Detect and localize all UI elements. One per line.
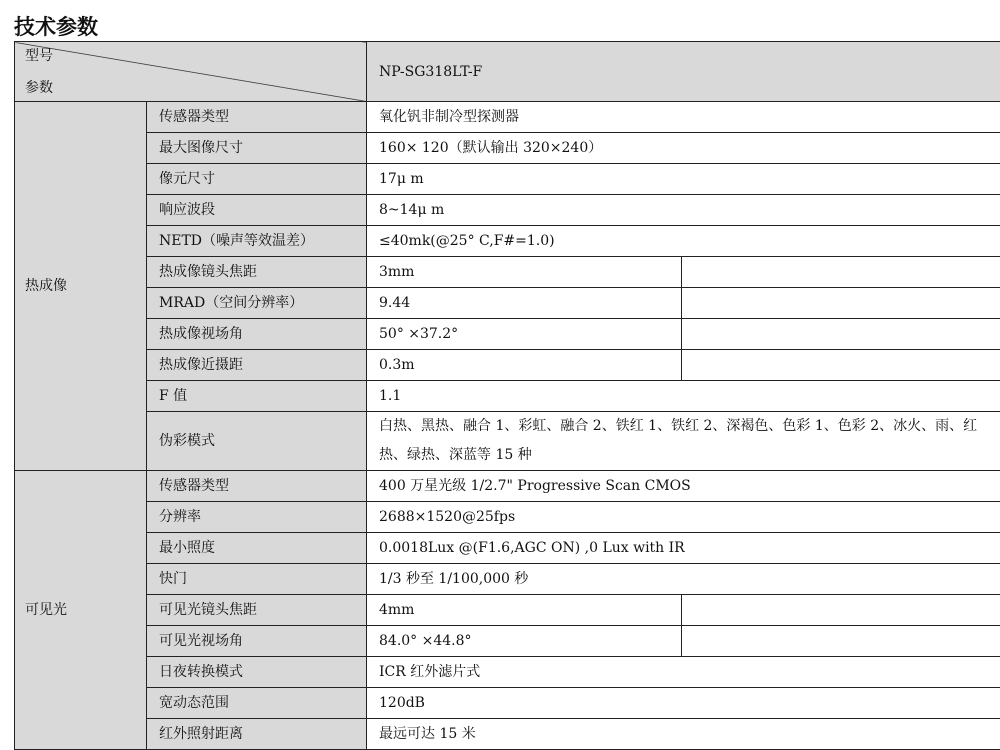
table-row xyxy=(15,319,1000,350)
param-value: 最远可达 15 米 xyxy=(367,719,1000,750)
param-label: 分辨率 xyxy=(147,502,367,533)
param-extra xyxy=(682,626,1000,657)
table-row xyxy=(15,595,1000,626)
param-label: 日夜转换模式 xyxy=(147,657,367,688)
param-value: 2688×1520@25fps xyxy=(367,502,1000,533)
model-cell: NP-SG318LT-F xyxy=(367,42,1000,102)
table-row xyxy=(15,688,1000,719)
header-corner-cell xyxy=(15,42,367,102)
table-row xyxy=(15,502,1000,533)
param-value: 1.1 xyxy=(367,381,1000,412)
param-value: 0.3m xyxy=(367,350,682,381)
param-value: 400 万星光级 1/2.7" Progressive Scan CMOS xyxy=(367,471,1000,502)
param-label: 红外照射距离 xyxy=(147,719,367,750)
param-label: 传感器类型 xyxy=(147,102,367,133)
param-value: 0.0018Lux @(F1.6,AGC ON) ,0 Lux with IR xyxy=(367,533,1000,564)
param-label: 热成像镜头焦距 xyxy=(147,257,367,288)
param-value: 17μ m xyxy=(367,164,1000,195)
param-extra xyxy=(682,288,1000,319)
param-label: 可见光视场角 xyxy=(147,626,367,657)
param-value: 1/3 秒至 1/100,000 秒 xyxy=(367,564,1000,595)
table-row xyxy=(15,257,1000,288)
param-label: F 值 xyxy=(147,381,367,412)
param-value: 160× 120（默认输出 320×240） xyxy=(367,133,1000,164)
param-label: 快门 xyxy=(147,564,367,595)
table-row xyxy=(15,471,1000,502)
param-value: 9.44 xyxy=(367,288,682,319)
table-row xyxy=(15,133,1000,164)
header-row xyxy=(15,42,1000,102)
param-label: 可见光镜头焦距 xyxy=(147,595,367,626)
table-row xyxy=(15,564,1000,595)
param-label: NETD（噪声等效温差） xyxy=(147,226,367,257)
table-row xyxy=(15,657,1000,688)
param-value: 4mm xyxy=(367,595,682,626)
param-value: ICR 红外滤片式 xyxy=(367,657,1000,688)
table-row xyxy=(15,195,1000,226)
param-extra xyxy=(682,257,1000,288)
param-label: 响应波段 xyxy=(147,195,367,226)
corner-label-param: 参数 xyxy=(25,79,53,97)
param-label: 热成像视场角 xyxy=(147,319,367,350)
group-label-thermal: 热成像 xyxy=(15,102,147,471)
param-value: 3mm xyxy=(367,257,682,288)
param-value: 84.0° ×44.8° xyxy=(367,626,682,657)
table-row xyxy=(15,226,1000,257)
param-extra xyxy=(682,319,1000,350)
table-row xyxy=(15,381,1000,412)
table-row xyxy=(15,350,1000,381)
table-row xyxy=(15,288,1000,319)
param-label: 宽动态范围 xyxy=(147,688,367,719)
table-row xyxy=(15,626,1000,657)
table-row xyxy=(15,533,1000,564)
spec-table xyxy=(14,41,1000,750)
param-value: ≤40mk(@25° C,F#=1.0) xyxy=(367,226,1000,257)
param-value: 白热、黑热、融合 1、彩虹、融合 2、铁红 1、铁红 2、深褐色、色彩 1、色彩 2、冰火、雨、红热、绿热、深蓝等 15 种 xyxy=(367,412,1000,471)
param-value: 氧化钒非制冷型探测器 xyxy=(367,102,1000,133)
param-value: 120dB xyxy=(367,688,1000,719)
param-label: 热成像近摄距 xyxy=(147,350,367,381)
table-row xyxy=(15,102,1000,133)
param-label: 最大图像尺寸 xyxy=(147,133,367,164)
table-row xyxy=(15,164,1000,195)
param-label: 像元尺寸 xyxy=(147,164,367,195)
param-value: 50° ×37.2° xyxy=(367,319,682,350)
corner-label-model: 型号 xyxy=(25,47,53,65)
param-label: 传感器类型 xyxy=(147,471,367,502)
section-title: 技术参数 xyxy=(14,14,98,40)
param-extra xyxy=(682,350,1000,381)
param-extra xyxy=(682,595,1000,626)
param-label: MRAD（空间分辨率） xyxy=(147,288,367,319)
param-value: 8~14μ m xyxy=(367,195,1000,226)
param-label: 最小照度 xyxy=(147,533,367,564)
table-row xyxy=(15,719,1000,750)
param-label: 伪彩模式 xyxy=(147,412,367,471)
group-label-visible: 可见光 xyxy=(15,471,147,750)
